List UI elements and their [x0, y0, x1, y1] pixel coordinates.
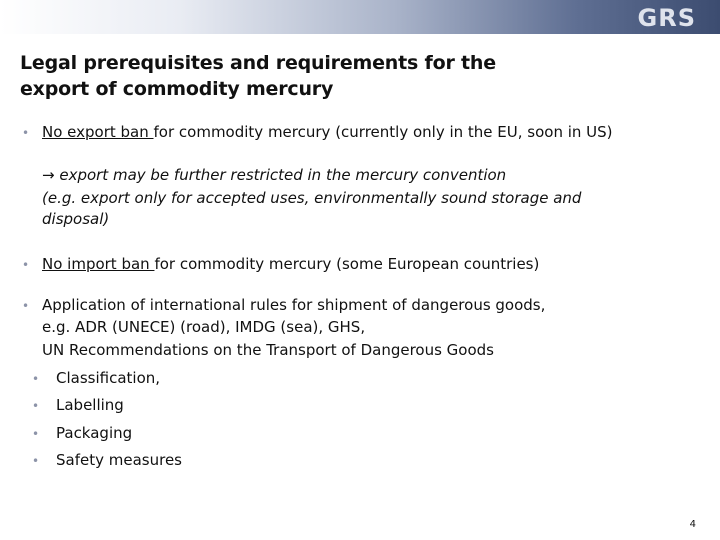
rules-line-1: Application of international rules for shipment of dangerous goods, — [42, 296, 546, 314]
slide-title — [20, 50, 640, 102]
bullet-dot: • — [22, 258, 30, 272]
subbullet-dot: • — [32, 399, 40, 413]
export-ban-underlined: No export ban — [42, 123, 154, 141]
note-line-3: disposal) — [42, 210, 110, 228]
bullet-dot: • — [22, 299, 30, 313]
export-ban-text: for commodity mercury (currently only in the EU, soon in US) — [153, 123, 613, 141]
title-line-2: export of commodity mercury — [20, 78, 334, 100]
import-ban-underlined: No import ban — [42, 255, 155, 273]
subbullet-dot: • — [32, 372, 40, 386]
subbullet-labelling: Labelling — [56, 396, 124, 414]
subbullet-dot: • — [32, 454, 40, 468]
subbullet-classification: Classification, — [56, 369, 161, 387]
subbullet-dot: • — [32, 427, 40, 441]
header-bar — [0, 0, 720, 34]
rules-line-3: UN Recommendations on the Transport of Dangerous Goods — [42, 341, 494, 359]
bullet-export-ban — [42, 123, 613, 141]
import-ban-text: for commodity mercury (some European countries) — [154, 255, 540, 273]
subbullet-safety-measures: Safety measures — [56, 451, 182, 469]
subbullet-packaging: Packaging — [56, 424, 133, 442]
bullet-dot: • — [22, 126, 30, 140]
title-line-1: Legal prerequisites and requirements for the — [20, 52, 496, 74]
rules-line-2: e.g. ADR (UNECE) (road), IMDG (sea), GHS, — [42, 318, 366, 336]
bullet-import-ban — [42, 255, 539, 273]
page-number: 4 — [689, 519, 696, 530]
note-line-1: → export may be further restricted in the mercury convention — [42, 166, 507, 184]
note-line-2: (e.g. export only for accepted uses, environmentally sound storage and — [42, 189, 582, 207]
grs-logo: GRS — [637, 4, 696, 32]
